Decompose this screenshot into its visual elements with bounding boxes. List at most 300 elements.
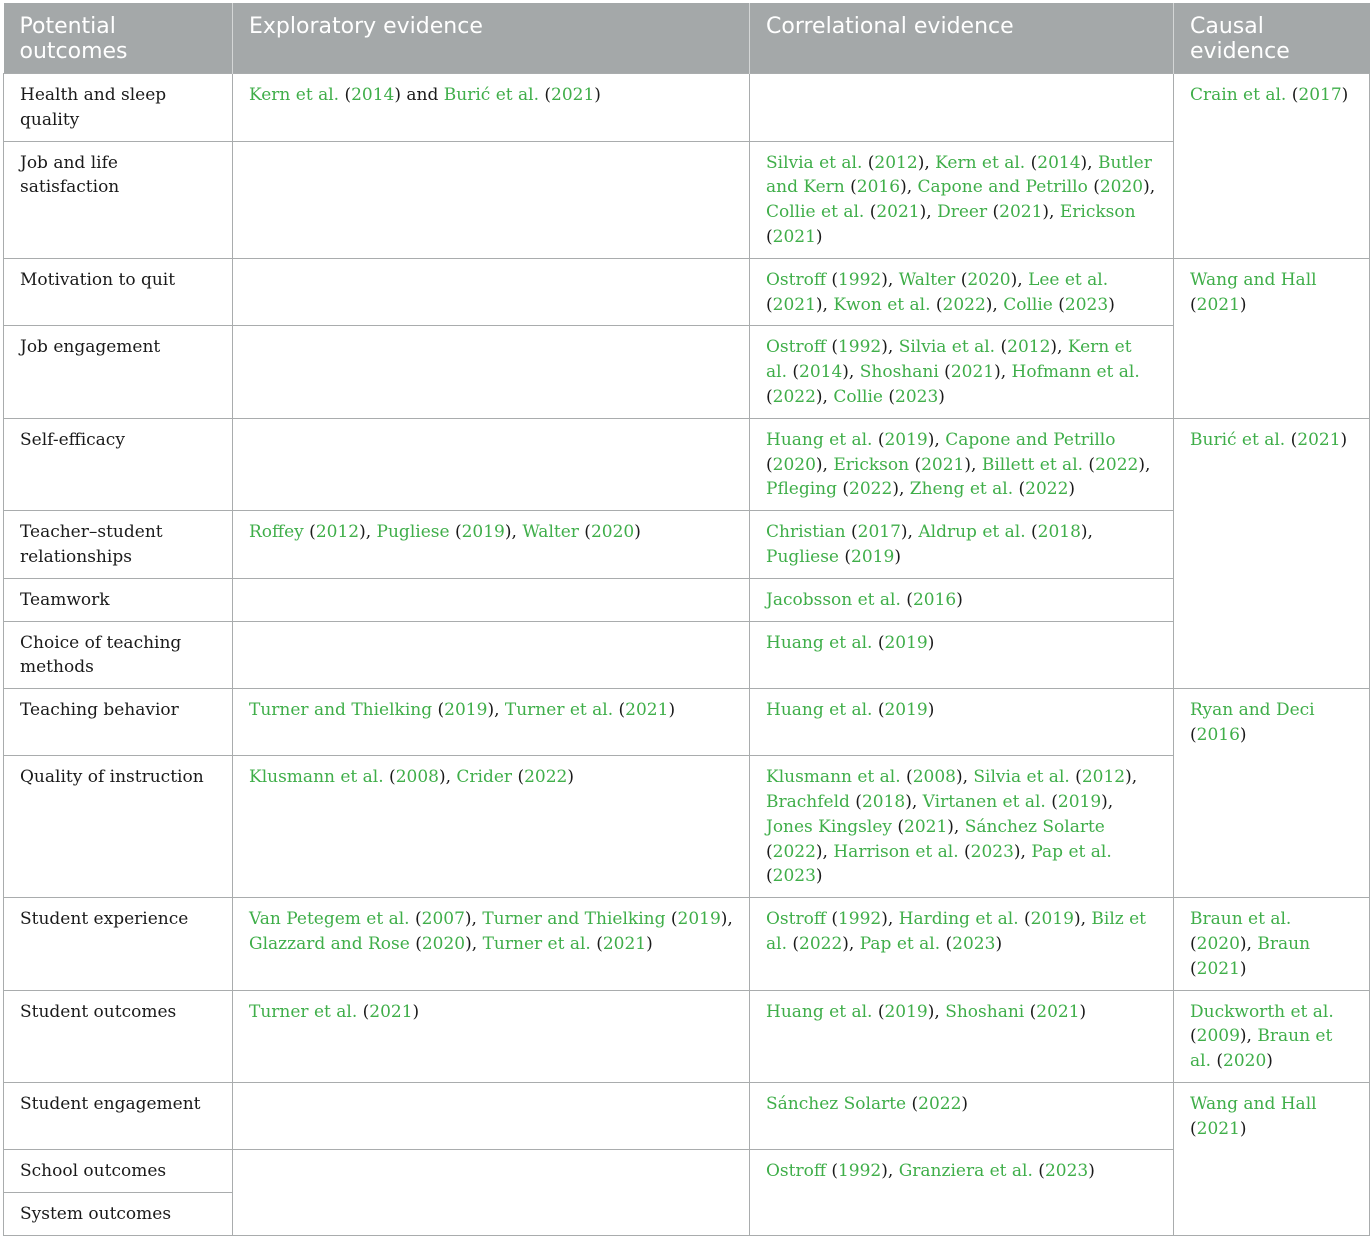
correlational-cell bbox=[750, 621, 1174, 689]
citation-link[interactable]: Van Petegem et al. bbox=[249, 909, 410, 930]
citation-punctuation: ( bbox=[1069, 767, 1082, 788]
citation-link[interactable]: 2021 bbox=[950, 362, 995, 383]
citation-link[interactable]: 2020 bbox=[1196, 933, 1240, 954]
correlational-cell bbox=[750, 511, 1174, 579]
exploratory-cell bbox=[233, 511, 750, 579]
citation-link[interactable]: 2016 bbox=[1196, 724, 1240, 745]
citation-link[interactable]: Bilz et al. bbox=[766, 909, 1147, 954]
citation-link[interactable]: Klusmann et al. bbox=[766, 767, 901, 788]
citation-punctuation: ), bbox=[1073, 909, 1092, 930]
header-exploratory-evidence: Exploratory evidence bbox=[233, 3, 750, 74]
citation-link[interactable]: 1992 bbox=[837, 337, 882, 358]
citation-link[interactable]: 2021 bbox=[1196, 1118, 1240, 1139]
citation-link[interactable]: 2023 bbox=[895, 386, 939, 407]
citation-punctuation: ), bbox=[1239, 1026, 1258, 1047]
citation-punctuation: ( bbox=[825, 1160, 838, 1181]
causal-cell bbox=[1174, 418, 1370, 688]
table-row bbox=[4, 418, 1370, 510]
citation-link[interactable]: Jacobsson et al. bbox=[766, 589, 901, 610]
citation-link[interactable]: 2008 bbox=[395, 767, 439, 788]
citation-punctuation: ( bbox=[938, 362, 951, 383]
citation-punctuation: ( bbox=[766, 294, 773, 315]
citation-link[interactable]: Sánchez Solarte bbox=[766, 1093, 907, 1114]
exploratory-cell bbox=[233, 756, 750, 898]
citation-link[interactable]: 2018 bbox=[1037, 522, 1081, 543]
citation-punctuation: ( bbox=[766, 386, 773, 407]
citation-link[interactable]: 2020 bbox=[590, 522, 635, 543]
citation-punctuation: ( bbox=[1190, 294, 1197, 315]
citation-link[interactable]: 2021 bbox=[1036, 1001, 1080, 1022]
citation-link[interactable]: Capone and Petrillo bbox=[945, 429, 1116, 450]
table-row bbox=[4, 756, 1370, 898]
citation-punctuation: ( bbox=[590, 933, 603, 954]
citation-punctuation: ) bbox=[1340, 429, 1348, 450]
exploratory-cell bbox=[233, 326, 750, 418]
causal-cell bbox=[1174, 1082, 1370, 1235]
citation-link[interactable]: 2019 bbox=[884, 632, 928, 653]
citation-punctuation: ( bbox=[882, 386, 896, 407]
citation-link[interactable]: Huang et al. bbox=[766, 429, 873, 450]
citation-punctuation: ) bbox=[634, 522, 641, 543]
citation-link[interactable]: 2022 bbox=[918, 1093, 962, 1114]
citation-link[interactable]: 2023 bbox=[952, 933, 996, 954]
citation-punctuation: ), bbox=[815, 454, 834, 475]
citation-punctuation: ), bbox=[1080, 152, 1098, 173]
outcome-cell: Quality of instruction bbox=[4, 756, 233, 898]
citation-punctuation: ) bbox=[927, 632, 935, 653]
citation-punctuation: ( bbox=[900, 767, 913, 788]
citation-punctuation: ( bbox=[862, 152, 875, 173]
citation-punctuation: ( bbox=[1190, 1026, 1197, 1047]
citation-link[interactable]: 2021 bbox=[1196, 958, 1240, 979]
citation-link[interactable]: Glazzard and Rose bbox=[249, 933, 410, 954]
evidence-table bbox=[3, 3, 1370, 1236]
citation-link[interactable]: Pfleging bbox=[766, 479, 837, 500]
citation-punctuation: ), bbox=[815, 386, 834, 407]
citation-link[interactable]: Crain et al. bbox=[1190, 85, 1287, 105]
citation-link[interactable]: Kern et al. bbox=[766, 337, 1132, 383]
table-row bbox=[4, 258, 1370, 326]
outcome-cell: Student engagement bbox=[4, 1082, 233, 1149]
table-row bbox=[4, 326, 1370, 418]
citation-punctuation: ( bbox=[872, 700, 885, 721]
citation-link[interactable]: Roffey bbox=[249, 522, 304, 543]
citation-link[interactable]: 2023 bbox=[1064, 294, 1109, 315]
correlational-cell bbox=[750, 74, 1174, 142]
citation-link[interactable]: 2022 bbox=[1025, 479, 1069, 500]
citation-punctuation: ) bbox=[1079, 1001, 1087, 1022]
citation-link[interactable]: 2023 bbox=[970, 841, 1014, 862]
citation-link[interactable]: 2023 bbox=[1044, 1160, 1089, 1181]
citation-link[interactable]: Walter bbox=[898, 269, 956, 290]
outcome-cell: Job engagement bbox=[4, 326, 233, 418]
citation-link[interactable]: 2019 bbox=[851, 546, 895, 567]
citation-punctuation: ( bbox=[339, 85, 352, 105]
citation-punctuation: ), bbox=[917, 152, 936, 173]
citation-punctuation: ( bbox=[538, 85, 552, 105]
citation-link[interactable]: Granziera et al. bbox=[898, 1160, 1033, 1181]
citation-link[interactable]: 2022 bbox=[772, 386, 816, 407]
citation-punctuation: ( bbox=[1190, 1118, 1197, 1139]
citation-link[interactable]: 2021 bbox=[1196, 294, 1240, 315]
citation-link[interactable]: Collie bbox=[1003, 294, 1053, 315]
citation-link[interactable]: Ostroff bbox=[766, 909, 826, 930]
header-causal-evidence: Causal evidence bbox=[1174, 3, 1370, 74]
outcome-cell: Choice of teaching methods bbox=[4, 621, 233, 689]
citation-link[interactable]: 2012 bbox=[1007, 337, 1051, 358]
citation-link[interactable]: Wang and Hall bbox=[1190, 1093, 1317, 1114]
citation-link[interactable]: Brachfeld bbox=[766, 791, 850, 812]
citation-link[interactable]: 2020 bbox=[1099, 177, 1144, 198]
table-row bbox=[4, 1149, 1370, 1192]
citation-link[interactable]: 2022 bbox=[942, 294, 986, 315]
citation-punctuation: ( bbox=[766, 866, 773, 887]
citation-punctuation: ) bbox=[1068, 479, 1076, 500]
citation-punctuation: ( bbox=[825, 909, 838, 930]
citation-link[interactable]: Duckworth et al. bbox=[1190, 1001, 1334, 1022]
citation-punctuation: ) bbox=[927, 700, 935, 721]
citation-link[interactable]: 1992 bbox=[837, 909, 882, 930]
citation-link[interactable]: Billett et al. bbox=[981, 454, 1084, 475]
citation-link[interactable]: 2019 bbox=[884, 700, 928, 721]
citation-link[interactable]: 2019 bbox=[444, 700, 488, 721]
citation-punctuation: ( bbox=[825, 269, 838, 290]
citation-link[interactable]: Burić et al. bbox=[443, 85, 539, 105]
citation-link[interactable]: 2014 bbox=[1037, 152, 1081, 173]
header-correlational-evidence: Correlational evidence bbox=[750, 3, 1174, 74]
citation-punctuation: ) bbox=[1108, 294, 1115, 315]
citation-punctuation: ), bbox=[438, 767, 457, 788]
citation-punctuation: ), bbox=[1050, 337, 1068, 358]
citation-punctuation: ( bbox=[409, 933, 422, 954]
citation-punctuation: ) bbox=[412, 1001, 420, 1022]
citation-link[interactable]: Butler and Kern bbox=[766, 152, 1152, 198]
citation-punctuation: ( bbox=[837, 479, 850, 500]
citation-link[interactable]: 2017 bbox=[1298, 85, 1342, 105]
citation-link[interactable]: 2016 bbox=[912, 589, 957, 610]
outcome-cell: Job and life satisfaction bbox=[4, 141, 233, 258]
citation-punctuation: ), bbox=[964, 454, 982, 475]
citation-link[interactable]: 2007 bbox=[421, 909, 465, 930]
causal-cell bbox=[1174, 74, 1370, 259]
citation-link[interactable]: Virtanen et al. bbox=[922, 791, 1046, 812]
citation-punctuation: ( bbox=[1210, 1051, 1224, 1072]
citation-link[interactable]: Zheng et al. bbox=[909, 479, 1014, 500]
citation-punctuation: ( bbox=[1190, 933, 1197, 954]
citation-link[interactable]: 2021 bbox=[1297, 429, 1341, 450]
citation-punctuation: ( bbox=[1018, 909, 1031, 930]
exploratory-cell bbox=[233, 74, 750, 142]
citation-link[interactable]: Turner et al. bbox=[482, 933, 591, 954]
citation-link[interactable]: 2019 bbox=[1057, 791, 1102, 812]
citation-link[interactable]: 2014 bbox=[351, 85, 395, 105]
citation-link[interactable]: Braun bbox=[1257, 933, 1311, 954]
citation-punctuation: ( bbox=[578, 522, 591, 543]
citation-punctuation: ) bbox=[1088, 1160, 1095, 1181]
citation-punctuation: ), bbox=[900, 522, 919, 543]
citation-punctuation: ( bbox=[872, 1001, 885, 1022]
citation-link[interactable]: 2021 bbox=[369, 1001, 413, 1022]
citation-link[interactable]: 2021 bbox=[904, 816, 948, 837]
citation-link[interactable]: 2023 bbox=[772, 866, 816, 887]
citation-link[interactable]: 2021 bbox=[772, 294, 816, 315]
citation-punctuation: ( bbox=[766, 841, 773, 862]
citation-punctuation: ), bbox=[1080, 522, 1093, 543]
citation-link[interactable]: 2016 bbox=[856, 177, 901, 198]
citation-link[interactable]: Ostroff bbox=[766, 1160, 826, 1181]
correlational-cell bbox=[750, 990, 1174, 1082]
outcome-cell: Student experience bbox=[4, 898, 233, 990]
citation-punctuation: ( bbox=[1025, 152, 1038, 173]
exploratory-cell bbox=[233, 141, 750, 258]
citation-punctuation: ( bbox=[665, 909, 678, 930]
citation-punctuation: ), bbox=[842, 933, 860, 954]
citation-punctuation: ( bbox=[357, 1001, 370, 1022]
citation-link[interactable]: 2020 bbox=[967, 269, 1011, 290]
table-row bbox=[4, 74, 1370, 142]
citation-link[interactable]: Pugliese bbox=[766, 546, 839, 567]
citation-link[interactable]: 2014 bbox=[799, 362, 843, 383]
citation-punctuation: ( bbox=[786, 362, 800, 383]
causal-cell bbox=[1174, 258, 1370, 418]
citation-punctuation: ( bbox=[766, 226, 773, 247]
citation-link[interactable]: Walter bbox=[522, 522, 579, 543]
citation-link[interactable]: Christian bbox=[766, 522, 846, 543]
citation-link[interactable]: Silvia et al. bbox=[766, 152, 863, 173]
citation-link[interactable]: 2019 bbox=[461, 522, 505, 543]
citation-link[interactable]: 2012 bbox=[1081, 767, 1126, 788]
citation-link[interactable]: Kern et al. bbox=[935, 152, 1026, 173]
citation-link[interactable]: 2012 bbox=[874, 152, 918, 173]
citation-link[interactable]: 2021 bbox=[625, 700, 669, 721]
citation-punctuation: ), bbox=[815, 841, 834, 862]
citation-punctuation: ( bbox=[786, 933, 800, 954]
citation-punctuation: ( bbox=[955, 269, 968, 290]
citation-punctuation: ) bbox=[938, 386, 945, 407]
citation-punctuation: ( bbox=[432, 700, 445, 721]
citation-link[interactable]: 1992 bbox=[837, 1160, 882, 1181]
citation-link[interactable]: 2021 bbox=[602, 933, 647, 954]
exploratory-cell bbox=[233, 418, 750, 510]
citation-punctuation: ) and bbox=[394, 85, 444, 105]
citation-punctuation: ( bbox=[1052, 294, 1065, 315]
correlational-cell bbox=[750, 578, 1174, 621]
correlational-cell bbox=[750, 689, 1174, 756]
citation-punctuation: ) bbox=[594, 85, 601, 105]
citation-link[interactable]: Kwon et al. bbox=[833, 294, 931, 315]
citation-punctuation: ), bbox=[881, 909, 899, 930]
citation-link[interactable]: Ostroff bbox=[766, 269, 826, 290]
citation-link[interactable]: Lee et al. bbox=[1028, 269, 1109, 290]
outcome-cell: Teacher–student relationships bbox=[4, 511, 233, 579]
citation-link[interactable]: Sánchez Solarte bbox=[964, 816, 1105, 837]
outcome-cell: Teaching behavior bbox=[4, 689, 233, 756]
citation-link[interactable]: 2021 bbox=[921, 454, 965, 475]
citation-punctuation: ( bbox=[839, 546, 852, 567]
citation-link[interactable]: Braun et al. bbox=[1190, 909, 1292, 930]
citation-link[interactable]: Dreer bbox=[937, 202, 988, 223]
citation-punctuation: ( bbox=[849, 791, 862, 812]
citation-link[interactable]: 2022 bbox=[524, 767, 568, 788]
table-row bbox=[4, 578, 1370, 621]
citation-link[interactable]: Harrison et al. bbox=[833, 841, 959, 862]
citation-punctuation: ( bbox=[987, 202, 1000, 223]
citation-punctuation: ( bbox=[1083, 454, 1096, 475]
table-row bbox=[4, 898, 1370, 990]
citation-link[interactable]: 1992 bbox=[837, 269, 882, 290]
citation-punctuation: ), bbox=[985, 294, 1004, 315]
citation-link[interactable]: Pap et al. bbox=[859, 933, 941, 954]
citation-punctuation: ) bbox=[815, 866, 823, 887]
table-row bbox=[4, 621, 1370, 689]
citation-link[interactable]: 2008 bbox=[912, 767, 956, 788]
exploratory-cell bbox=[233, 990, 750, 1082]
exploratory-cell bbox=[233, 1082, 750, 1149]
citation-link[interactable]: Turner and Thielking bbox=[482, 909, 666, 930]
citation-link[interactable]: Aldrup et al. bbox=[918, 522, 1026, 543]
citation-punctuation: ( bbox=[766, 454, 773, 475]
correlational-cell bbox=[750, 141, 1174, 258]
exploratory-cell bbox=[233, 898, 750, 990]
citation-link[interactable]: Silvia et al. bbox=[898, 337, 996, 358]
table-row bbox=[4, 1082, 1370, 1149]
citation-link[interactable]: Hofmann et al. bbox=[1011, 362, 1140, 383]
citation-punctuation: ( bbox=[303, 522, 316, 543]
citation-punctuation: ) bbox=[1239, 958, 1247, 979]
citation-link[interactable]: Kern et al. bbox=[249, 85, 340, 105]
outcome-cell: School outcomes bbox=[4, 1149, 233, 1192]
citation-link[interactable]: Burić et al. bbox=[1190, 429, 1286, 450]
citation-punctuation: ( bbox=[909, 454, 922, 475]
citation-punctuation: ( bbox=[1286, 85, 1299, 105]
citation-punctuation: ), bbox=[1010, 269, 1029, 290]
citation-link[interactable]: 2019 bbox=[884, 429, 928, 450]
citation-link[interactable]: Erickson bbox=[1059, 202, 1136, 223]
citation-punctuation: ), bbox=[504, 522, 523, 543]
correlational-cell bbox=[750, 756, 1174, 898]
exploratory-cell bbox=[233, 578, 750, 621]
citation-link[interactable]: Shoshani bbox=[945, 1001, 1025, 1022]
citation-link[interactable]: Collie bbox=[833, 386, 883, 407]
citation-link[interactable]: Silvia et al. bbox=[973, 767, 1070, 788]
citation-link[interactable]: Crider bbox=[456, 767, 513, 788]
citation-link[interactable]: 2019 bbox=[1030, 909, 1074, 930]
citation-punctuation: ), bbox=[881, 269, 899, 290]
table-row bbox=[4, 990, 1370, 1082]
citation-punctuation: ( bbox=[844, 177, 857, 198]
citation-link[interactable]: 2009 bbox=[1196, 1026, 1240, 1047]
citation-punctuation: ( bbox=[1190, 958, 1197, 979]
exploratory-cell bbox=[233, 258, 750, 326]
citation-punctuation: ), bbox=[905, 791, 923, 812]
outcome-cell: Student outcomes bbox=[4, 990, 233, 1082]
citation-punctuation: ), bbox=[919, 202, 938, 223]
citation-punctuation: ( bbox=[1032, 1160, 1045, 1181]
citation-punctuation: ), bbox=[900, 177, 918, 198]
citation-punctuation: ( bbox=[613, 700, 626, 721]
citation-link[interactable]: 2021 bbox=[551, 85, 595, 105]
citation-punctuation: ), bbox=[487, 700, 505, 721]
citation-punctuation: ) bbox=[894, 546, 901, 567]
citation-punctuation: ( bbox=[940, 933, 953, 954]
table-header-row bbox=[4, 3, 1370, 74]
citation-link[interactable]: Huang et al. bbox=[766, 700, 873, 721]
correlational-cell bbox=[750, 326, 1174, 418]
citation-link[interactable]: 2022 bbox=[849, 479, 893, 500]
citation-punctuation: ( bbox=[900, 589, 913, 610]
citation-link[interactable]: Klusmann et al. bbox=[249, 767, 384, 788]
correlational-cell bbox=[750, 1149, 1174, 1235]
citation-link[interactable]: 2019 bbox=[884, 1001, 928, 1022]
correlational-cell bbox=[750, 898, 1174, 990]
outcome-cell: System outcomes bbox=[4, 1192, 233, 1235]
citation-link[interactable]: Pap et al. bbox=[1031, 841, 1112, 862]
citation-link[interactable]: 2020 bbox=[772, 454, 816, 475]
exploratory-cell bbox=[233, 689, 750, 756]
citation-link[interactable]: 2018 bbox=[861, 791, 906, 812]
citation-link[interactable]: Jones Kingsley bbox=[766, 816, 892, 837]
citation-link[interactable]: 2019 bbox=[677, 909, 721, 930]
citation-link[interactable]: Erickson bbox=[833, 454, 910, 475]
citation-punctuation: ), bbox=[927, 1001, 946, 1022]
citation-punctuation: ), bbox=[842, 362, 860, 383]
citation-link[interactable]: Collie et al. bbox=[766, 202, 865, 223]
citation-link[interactable]: Pugliese bbox=[376, 522, 450, 543]
citation-link[interactable]: Harding et al. bbox=[898, 909, 1019, 930]
citation-link[interactable]: Ryan and Deci bbox=[1190, 700, 1315, 721]
citation-punctuation: ( bbox=[845, 522, 858, 543]
citation-punctuation: ) bbox=[646, 933, 653, 954]
citation-punctuation: ), bbox=[1143, 177, 1156, 198]
citation-link[interactable]: 2020 bbox=[421, 933, 466, 954]
table-row bbox=[4, 141, 1370, 258]
citation-link[interactable]: 2021 bbox=[999, 202, 1043, 223]
citation-punctuation: ), bbox=[1138, 454, 1151, 475]
citation-link[interactable]: 2017 bbox=[857, 522, 901, 543]
citation-punctuation: ( bbox=[872, 429, 885, 450]
citation-punctuation: ( bbox=[1190, 724, 1197, 745]
citation-punctuation: ( bbox=[930, 294, 943, 315]
citation-link[interactable]: 2022 bbox=[799, 933, 843, 954]
citation-link[interactable]: Braun et al. bbox=[1190, 1026, 1333, 1072]
outcome-cell: Self-efficacy bbox=[4, 418, 233, 510]
outcome-cell: Teamwork bbox=[4, 578, 233, 621]
citation-link[interactable]: Huang et al. bbox=[766, 1001, 873, 1022]
citation-link[interactable]: Wang and Hall bbox=[1190, 269, 1317, 290]
citation-punctuation: ( bbox=[958, 841, 971, 862]
citation-link[interactable]: Turner et al. bbox=[249, 1001, 358, 1022]
citation-link[interactable]: 2021 bbox=[772, 226, 816, 247]
citation-link[interactable]: Turner et al. bbox=[504, 700, 614, 721]
citation-link[interactable]: 2020 bbox=[1223, 1051, 1267, 1072]
citation-link[interactable]: 2022 bbox=[772, 841, 816, 862]
citation-punctuation: ), bbox=[1013, 841, 1032, 862]
citation-link[interactable]: Ostroff bbox=[766, 337, 826, 358]
citation-link[interactable]: Huang et al. bbox=[766, 632, 873, 653]
citation-link[interactable]: Capone and Petrillo bbox=[917, 177, 1088, 198]
table-row bbox=[4, 689, 1370, 756]
citation-link[interactable]: 2022 bbox=[1095, 454, 1139, 475]
citation-link[interactable]: Shoshani bbox=[859, 362, 939, 383]
citation-link[interactable]: Turner and Thielking bbox=[249, 700, 433, 721]
exploratory-cell bbox=[233, 621, 750, 689]
correlational-cell bbox=[750, 418, 1174, 510]
citation-punctuation: ) bbox=[815, 226, 823, 247]
citation-link[interactable]: 2021 bbox=[876, 202, 920, 223]
citation-link[interactable]: 2012 bbox=[315, 522, 360, 543]
citation-punctuation: ), bbox=[955, 767, 974, 788]
citation-punctuation: ), bbox=[927, 429, 946, 450]
